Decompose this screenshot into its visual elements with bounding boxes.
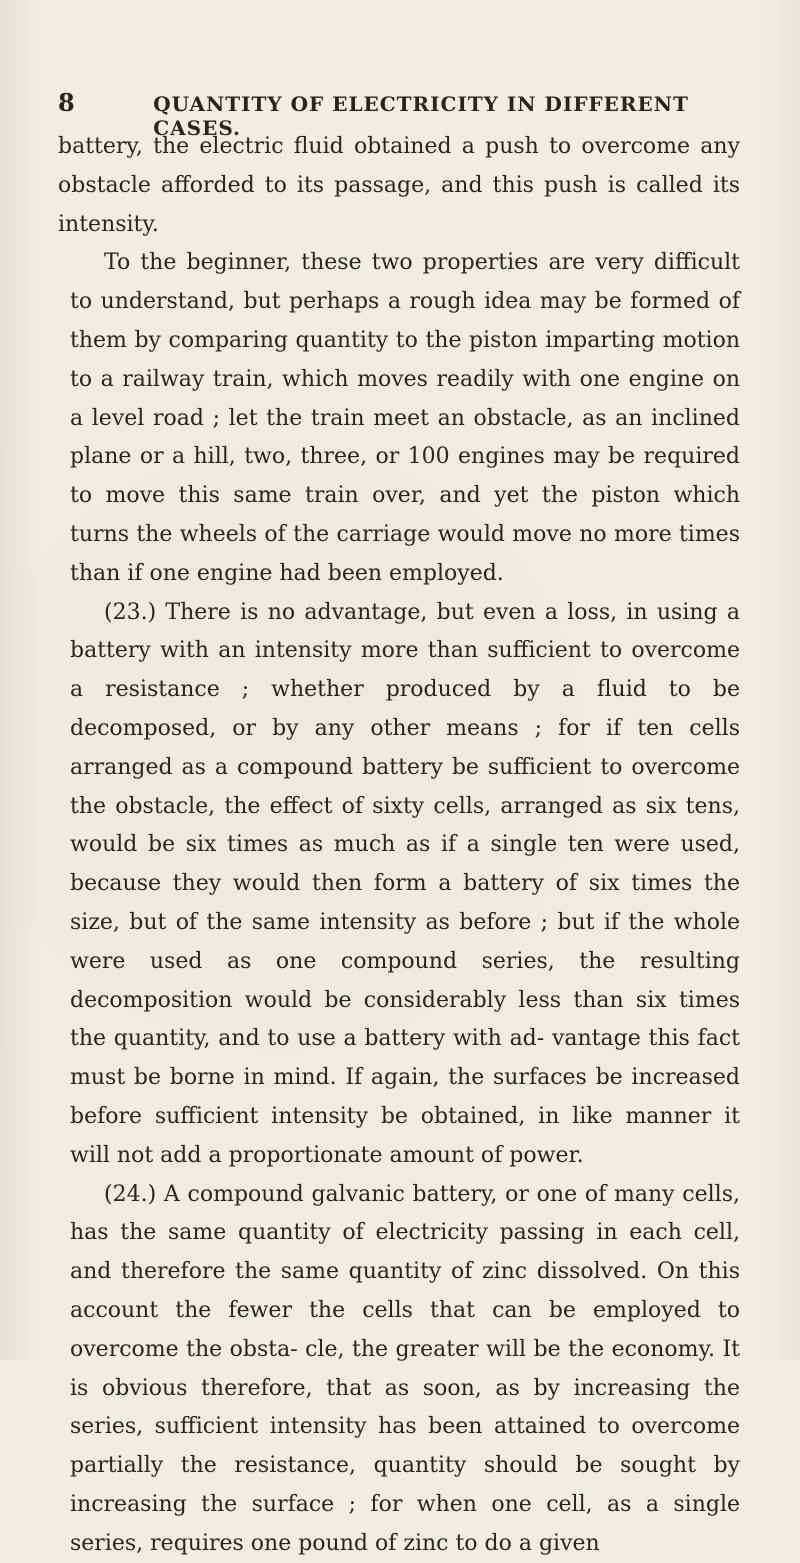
page-content: [58, 128, 740, 1563]
paragraph-2: To the beginner, these two properties are very difficult to understand, but perhaps a rough idea may be formed of them by comparing quantity to the piston imparting motion to a railway train, which moves readily with one engine on a level road ; let the train meet an obstacle, as an inclined plane or a hill, two, three, or 100 engines may be required to move this same train over, and yet the piston which turns the wheels of the carriage would move no more times than if one engine had been employed.: [70, 250, 740, 586]
paragraph-4: (24.) A compound galvanic battery, or one of many cells, has the same quantity of electricity passing in each cell, and therefore the same quantity of zinc dissolved. On this account the fewer the cells that can be employed to overcome the obsta- cle, the greater will be the economy. It is obvious therefore, that as soon, as by increasing the series, sufficient intensity has been attained to overcome partially the resistance, quantity should be sought by increasing the surface ; for when one cell, as a single series, requires one pound of zinc to do a given: [70, 1181, 740, 1556]
paragraph-1: battery, the electric fluid obtained a push to overcome any obstacle afforded to its passage, and this push is called its intensity.: [58, 134, 740, 237]
running-title: QUANTITY OF ELECTRICITY IN DIFFERENT CASES.: [153, 92, 689, 140]
paragraph-3: (23.) There is no advantage, but even a loss, in using a battery with an intensity more than sufficient to overcome a resistance ; whether produced by a fluid to be decomposed, or by any other means ; for if ten cells arranged as a compound battery be sufficient to overcome the obstacle, the effect of sixty cells, arranged as six tens, would be six times as much as if a single ten were used, because they would then form a battery of six times the size, but of the same intensity as before ; but if the whole were used as one compound series, the resulting decomposition would be considerably less than six times the quantity, and to use a battery with ad- vantage this fact must be borne in mind. If again, the surfaces be increased before sufficient intensity be obtained, in like manner it will not add a proportionate amount of power.: [70, 599, 740, 1168]
page-number: 8: [58, 88, 76, 117]
